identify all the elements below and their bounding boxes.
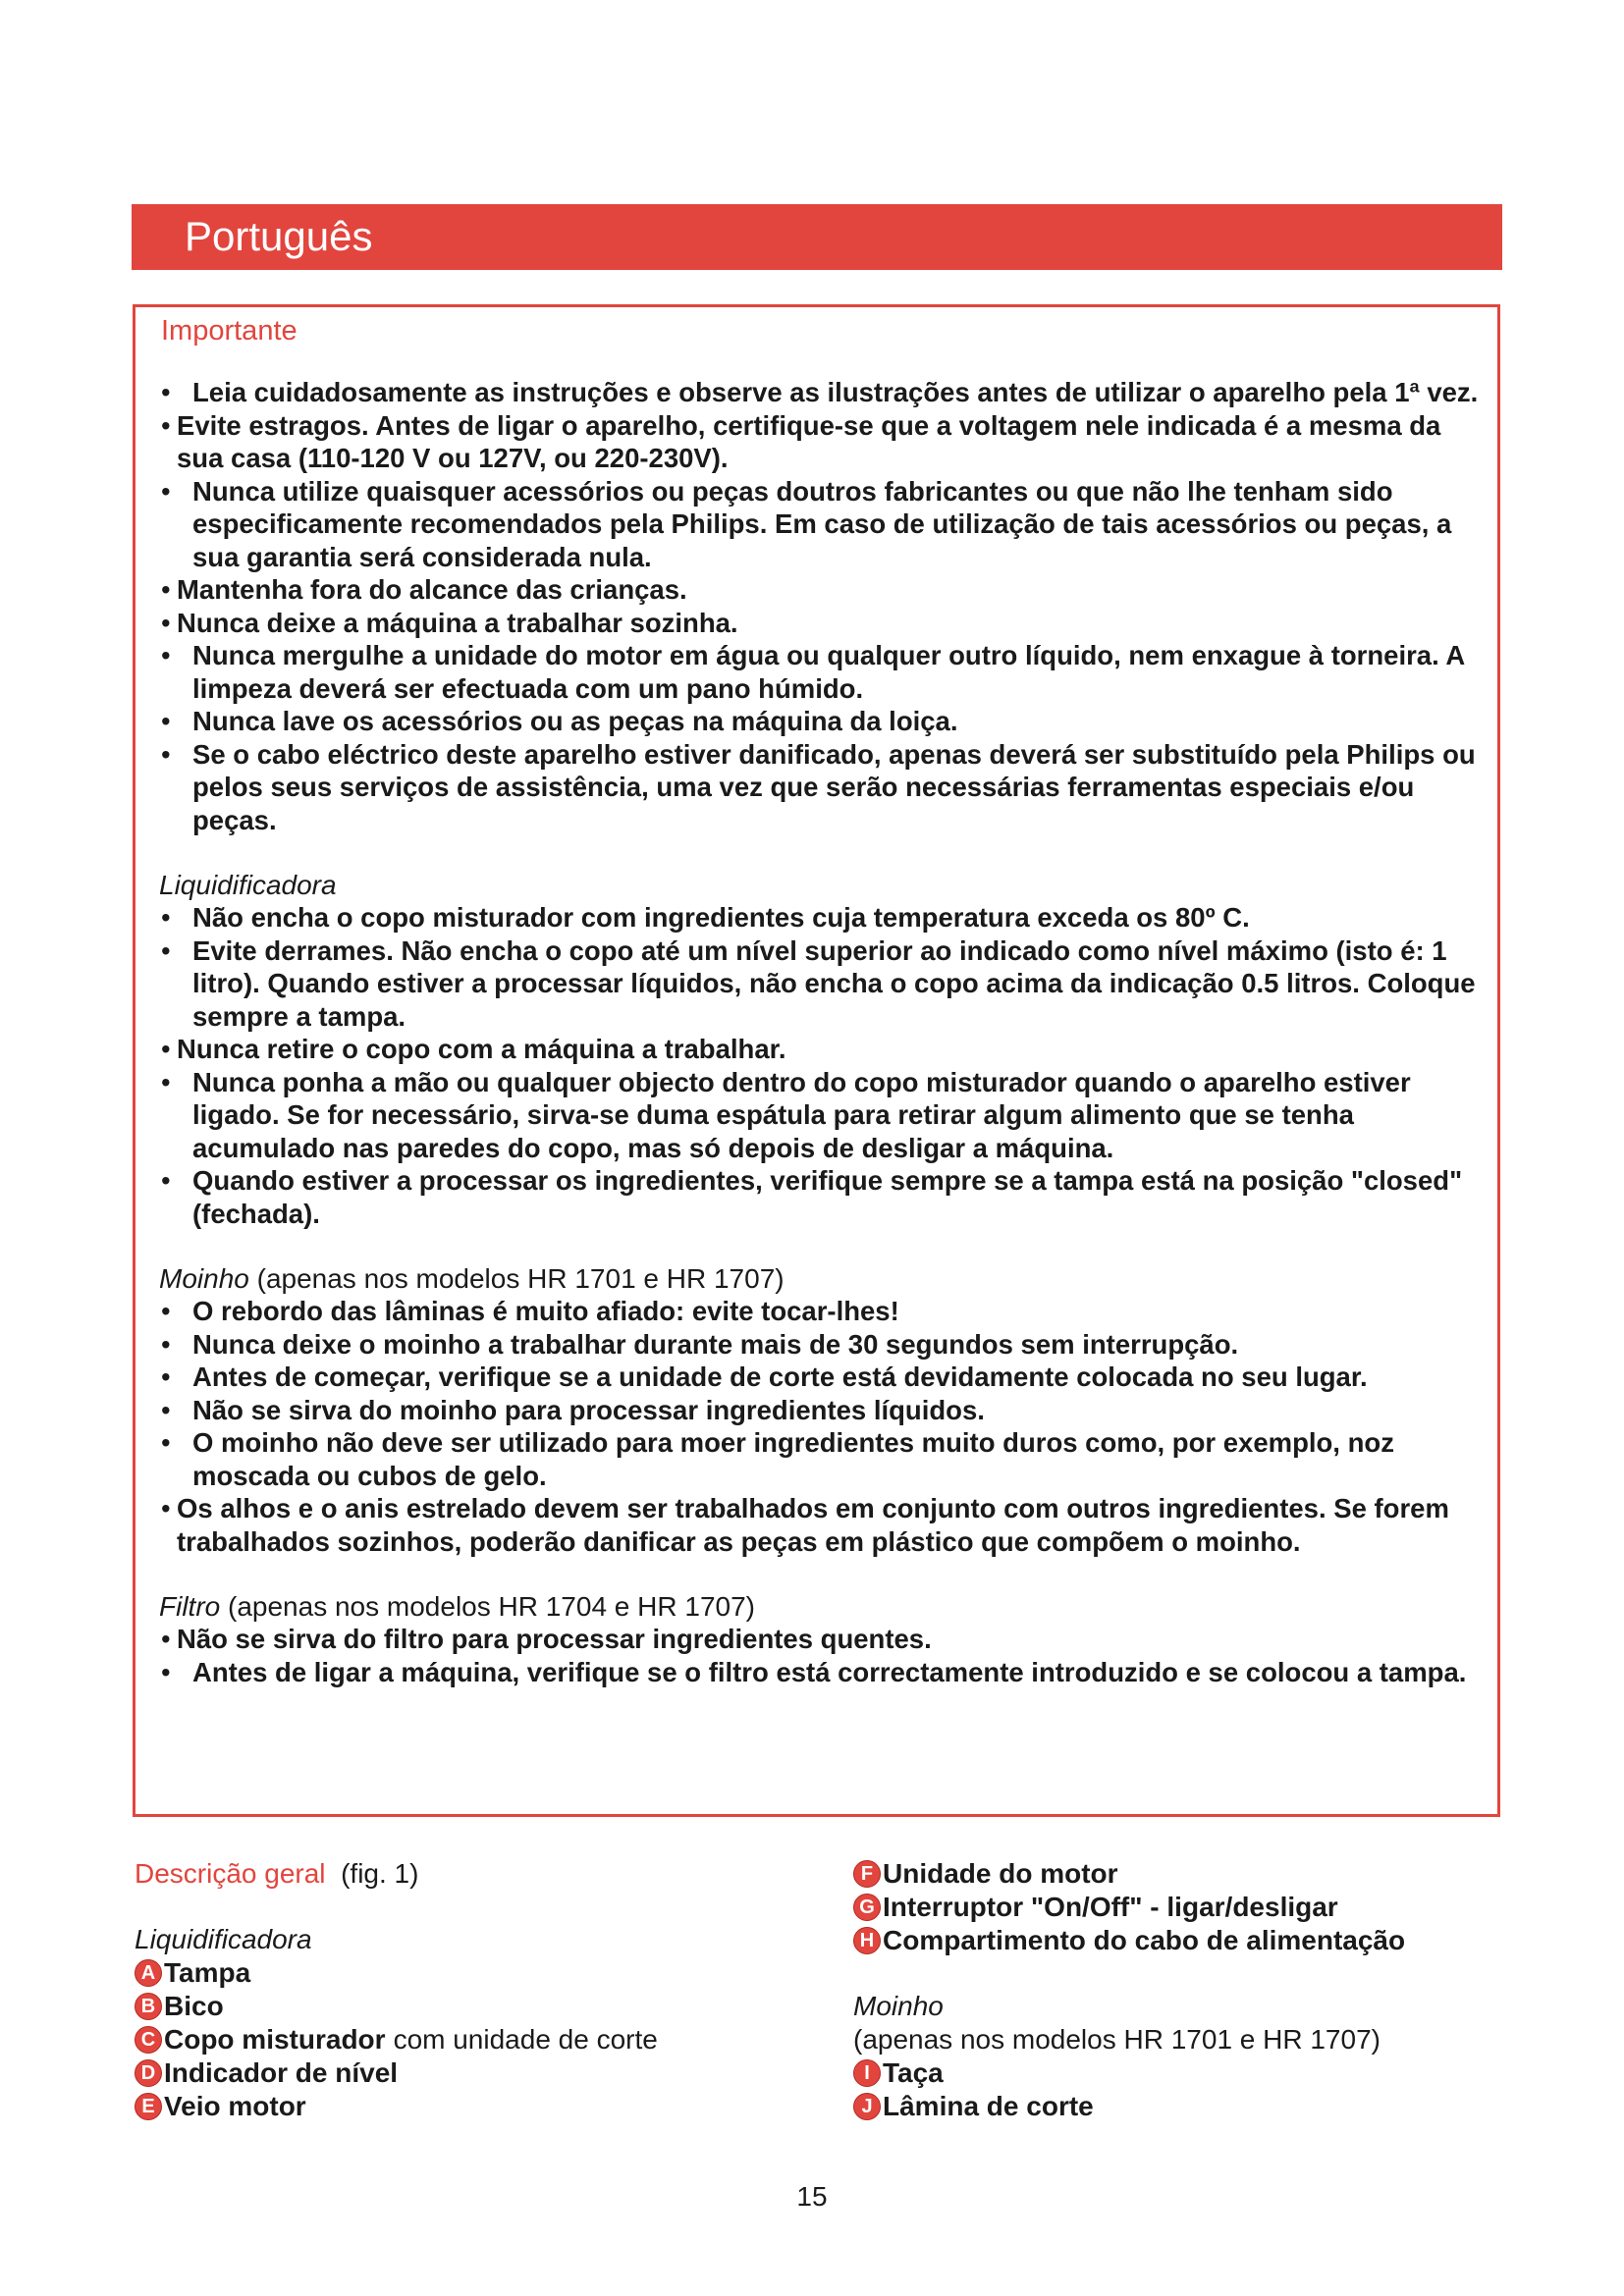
description-left-column: [135, 1857, 763, 2123]
bullet-icon: •: [161, 475, 171, 507]
part-name: Copo misturador: [164, 2024, 386, 2055]
part-letter-badge: C: [135, 2026, 162, 2054]
list-item-text: Antes de começar, verifique se a unidade de corte está devidamente colocada no seu lugar.: [192, 1362, 1368, 1392]
part-item: [135, 2023, 763, 2056]
mill-parts-list: [853, 2056, 1521, 2123]
part-item: [853, 1924, 1521, 1957]
bullet-icon: •: [161, 1165, 171, 1196]
bullet-icon: •: [161, 377, 171, 407]
list-item: [159, 705, 1480, 738]
part-item: [853, 1857, 1521, 1891]
list-item-text: Nunca lave os acessórios ou as peças na máquina da loiça.: [192, 706, 958, 736]
part-letter-badge: F: [853, 1860, 881, 1888]
list-item-text: Nunca mergulhe a unidade do motor em água ou qualquer outro líquido, nem enxague à torneira. A limpeza deverá ser efectuada com um pano húmido.: [192, 640, 1465, 704]
part-letter-badge: G: [853, 1894, 881, 1921]
list-item: [159, 1623, 1480, 1656]
bullet-icon: •: [161, 1624, 171, 1654]
part-item: [853, 1891, 1521, 1924]
part-name: Unidade do motor: [883, 1858, 1118, 1889]
mill-parts-label: Moinho: [853, 1991, 944, 2021]
list-item: [159, 1426, 1480, 1492]
blender-parts-label: Liquidificadora: [135, 1924, 312, 1954]
bullet-icon: •: [161, 640, 171, 670]
list-item: [159, 1164, 1480, 1230]
list-item-text: Quando estiver a processar os ingredientes, verifique sempre se a tampa está na posição "closed" (fechada).: [192, 1165, 1463, 1229]
part-item: [853, 2090, 1521, 2123]
list-item: [159, 639, 1480, 705]
bullet-icon: •: [161, 902, 171, 933]
list-item: [159, 475, 1480, 574]
part-item: [135, 2090, 763, 2123]
list-item: [159, 1492, 1480, 1558]
important-content: [159, 376, 1480, 1688]
part-suffix: com unidade de corte: [393, 2024, 658, 2055]
list-item: [159, 934, 1480, 1034]
description-right-column: [853, 1857, 1521, 2123]
part-name: Bico: [164, 1991, 224, 2021]
filter-section-label: Filtro (apenas nos modelos HR 1704 e HR 1707): [159, 1591, 755, 1622]
description-heading: Descrição geral (fig. 1): [135, 1858, 419, 1889]
list-item-text: Nunca retire o copo com a máquina a trabalhar.: [177, 1034, 786, 1064]
list-item: [159, 409, 1480, 475]
list-item: [159, 1066, 1480, 1165]
language-banner: [132, 204, 1502, 270]
part-name: Lâmina de corte: [883, 2091, 1094, 2121]
bullet-icon: •: [161, 1296, 171, 1326]
bullet-icon: •: [161, 738, 171, 770]
list-item-text: O rebordo das lâminas é muito afiado: evite tocar-lhes!: [192, 1296, 899, 1326]
list-item: [159, 1361, 1480, 1394]
list-item: [159, 376, 1480, 409]
list-item: [159, 738, 1480, 837]
list-item-text: Nunca utilize quaisquer acessórios ou peças doutros fabricantes ou que não lhe tenham sido especificamente recomendados pela Philips. Em caso de utilização de tais acessórios ou peças, a sua garantia será considerada nula.: [192, 475, 1452, 572]
part-item: [135, 1990, 763, 2023]
part-name: Taça: [883, 2057, 944, 2088]
bullet-icon: •: [161, 1362, 171, 1392]
list-item-text: Nunca ponha a mão ou qualquer objecto dentro do copo misturador quando o aparelho estiver ligado. Se for necessário, sirva-se duma espátula para retirar algum alimento que se tenha acumulado nas paredes do copo, mas só depois de desligar a máquina.: [192, 1066, 1411, 1163]
motor-parts-list: [853, 1857, 1521, 1957]
general-warnings-list: [159, 376, 1480, 836]
list-item: [159, 901, 1480, 934]
bullet-icon: •: [161, 607, 171, 638]
part-item: [135, 1956, 763, 1990]
part-name: Interruptor "On/Off" - ligar/desligar: [883, 1892, 1338, 1922]
blender-warnings-list: [159, 901, 1480, 1230]
important-box: [133, 304, 1500, 1817]
blender-parts-list: [135, 1956, 763, 2123]
bullet-icon: •: [161, 1066, 171, 1097]
bullet-icon: •: [161, 409, 171, 441]
list-item: [159, 1295, 1480, 1328]
mill-warnings-list: [159, 1295, 1480, 1558]
part-item: [853, 2056, 1521, 2090]
part-letter-badge: J: [853, 2093, 881, 2120]
blender-section-label: Liquidificadora: [159, 870, 337, 900]
list-item-text: Os alhos e o anis estrelado devem ser trabalhados em conjunto com outros ingredientes. Se forem trabalhados sozinhos, poderão danificar as peças em plástico que compõem o moinho.: [177, 1493, 1449, 1557]
list-item-text: Não encha o copo misturador com ingredientes cuja temperatura exceda os 80º C.: [192, 902, 1250, 933]
list-item: [159, 1656, 1480, 1689]
bullet-icon: •: [161, 1328, 171, 1360]
part-letter-badge: A: [135, 1959, 162, 1987]
bullet-icon: •: [161, 1656, 171, 1687]
part-item: [135, 2056, 763, 2090]
bullet-icon: •: [161, 574, 171, 605]
filter-warnings-list: [159, 1623, 1480, 1688]
list-item: [159, 1033, 1480, 1066]
list-item-text: Nunca deixe o moinho a trabalhar durante mais de 30 segundos sem interrupção.: [192, 1328, 1239, 1360]
part-name: Indicador de nível: [164, 2057, 399, 2088]
bullet-icon: •: [161, 1493, 171, 1523]
list-item-text: Leia cuidadosamente as instruções e observe as ilustrações antes de utilizar o aparelho pela 1ª vez.: [192, 377, 1479, 407]
language-title: Português: [185, 213, 373, 259]
list-item: [159, 1394, 1480, 1427]
part-letter-badge: D: [135, 2059, 162, 2087]
list-item-text: Não se sirva do filtro para processar ingredientes quentes.: [177, 1624, 932, 1654]
list-item-text: Evite derrames. Não encha o copo até um nível superior ao indicado como nível máximo (isto é: 1 litro). Quando estiver a processar líquidos, não encha o copo acima da indicação 0.5 litros. Coloque sempre a tampa.: [192, 934, 1476, 1032]
part-letter-badge: E: [135, 2093, 162, 2120]
list-item-text: Antes de ligar a máquina, verifique se o filtro está correctamente introduzido e se colocou a tampa.: [192, 1656, 1467, 1687]
list-item-text: Nunca deixe a máquina a trabalhar sozinha.: [177, 607, 738, 638]
important-heading: Importante: [161, 315, 298, 347]
mill-section-label: Moinho (apenas nos modelos HR 1701 e HR 1707): [159, 1263, 785, 1294]
list-item: [159, 1328, 1480, 1362]
bullet-icon: •: [161, 1034, 171, 1064]
list-item-text: Se o cabo eléctrico deste aparelho estiver danificado, apenas deverá ser substituído pela Philips ou pelos seus serviços de assistência, uma vez que serão necessárias ferramentas especiais e/ou peças.: [192, 738, 1476, 835]
part-name: Compartimento do cabo de alimentação: [883, 1925, 1406, 1955]
list-item: [159, 607, 1480, 640]
part-letter-badge: B: [135, 1993, 162, 2020]
part-name: Veio motor: [164, 2091, 306, 2121]
bullet-icon: •: [161, 1427, 171, 1458]
bullet-icon: •: [161, 706, 171, 736]
bullet-icon: •: [161, 934, 171, 966]
list-item-text: Mantenha fora do alcance das crianças.: [177, 574, 687, 605]
list-item: [159, 573, 1480, 607]
bullet-icon: •: [161, 1394, 171, 1425]
part-name: Tampa: [164, 1957, 251, 1988]
list-item-text: Não se sirva do moinho para processar ingredientes líquidos.: [192, 1394, 985, 1425]
mill-parts-models: (apenas nos modelos HR 1701 e HR 1707): [853, 2024, 1380, 2055]
page-number: 15: [796, 2181, 828, 2212]
list-item-text: O moinho não deve ser utilizado para moer ingredientes muito duros como, por exemplo, noz moscada ou cubos de gelo.: [192, 1427, 1394, 1491]
list-item-text: Evite estragos. Antes de ligar o aparelho, certifique-se que a voltagem nele indicada é a mesma da sua casa (110-120 V ou 127V, ou 220-230V).: [177, 409, 1441, 473]
part-letter-badge: H: [853, 1927, 881, 1954]
part-letter-badge: I: [853, 2059, 881, 2087]
